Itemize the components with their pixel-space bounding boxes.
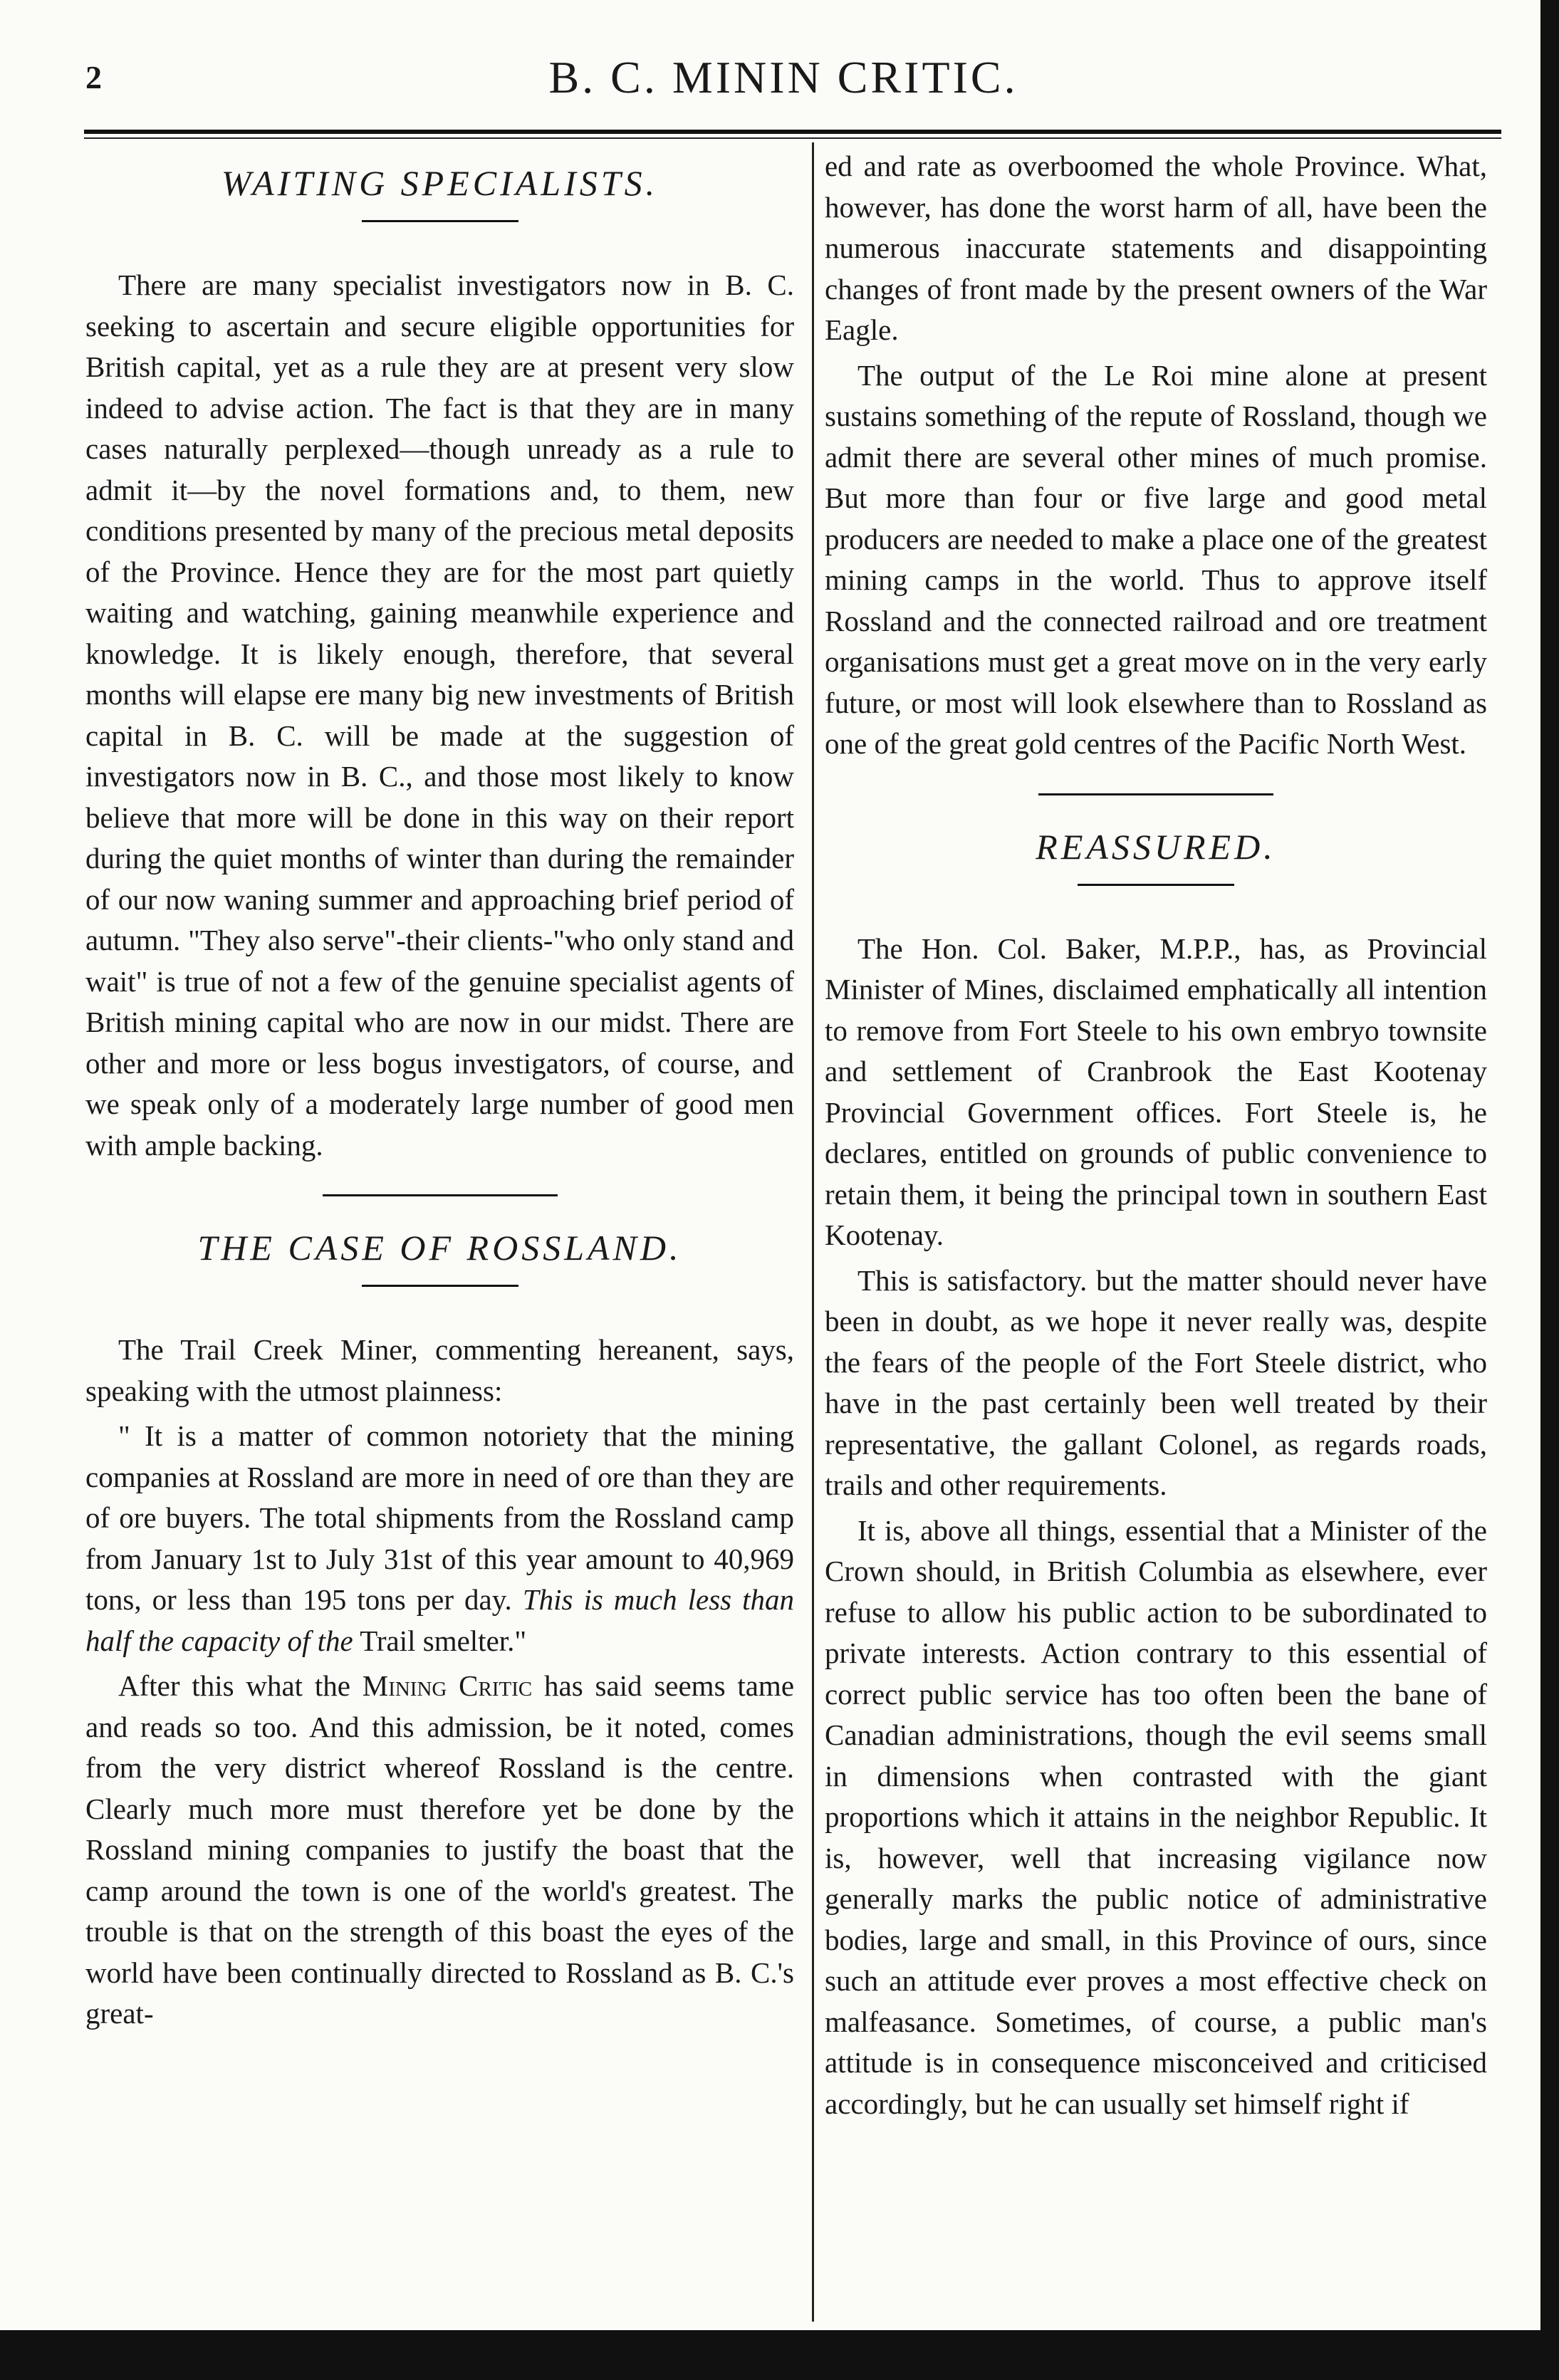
article-paragraph: The Hon. Col. Baker, M.P.P., has, as Provincial Minister of Mines, disclaimed emphatically all intention to remove from Fort Steele to his own embryo townsite and settlement of Cranbrook the East Kootenay Provincial Government offices. Fort Steele is, he declares, entitled on grounds of public convenience to retain them, it being the principal town in southern East Kootenay. (825, 931, 1487, 1251)
article-paragraph: The output of the Le Roi mine alone at present sustains something of the repute of Rossland, though we admit there are several other mines of much promise. But more than four or five large and good metal producers are needed to make a place one of the greatest mining camps in the world. Thus to approve itself Rossland and the connected railroad and ore treatment organisations must get a great move on in the very early future, or most will look elsewhere than to Rossland as one of the great gold centres of the Pacific North West. (825, 358, 1487, 760)
left-column (85, 146, 794, 2039)
scan-edge-bottom (0, 2330, 1559, 2380)
article-quote (85, 1416, 794, 1661)
page-number: 2 (85, 59, 102, 95)
title-rule (362, 220, 518, 222)
paragraph-text: has said seems tame and reads so too. And this admission, be it noted, comes from the very district whereof Rossland is the centre. Clearly much more must therefore yet be done by the Rossland mining companies to justify the boast that the camp around the town is one of the world's greatest. The trouble is that on the strength of this boast the eyes of the world have been continually directed to Rossland as B. C.'s great- (85, 1669, 795, 2030)
section-separator (1038, 793, 1273, 795)
quote-end-text: Trail smelter." (360, 1624, 527, 1657)
article-paragraph-continued: ed and rate as overboomed the whole Province. What, however, has done the worst harm of all, have been the numerous inaccurate statements and disappointing changes of front made by the present owners of the War Eagle. (825, 150, 1487, 346)
section-title-waiting-specialists: WAITING SPECIALISTS. (221, 163, 659, 203)
scan-edge-right (1540, 0, 1559, 2380)
article-paragraph: It is, above all things, essential that a Minister of the Crown should, in British Columbia as elsewhere, ever refuse to allow his public action to be subordinated to private interests. Action contrary to this essential of correct public service has too often been the bane of Canadian administrations, though the evil seems small in dimensions when contrasted with the giant proportions which it attains in the neighbor Republic. It is, however, well that increasing vigilance now generally marks the public notice of administrative bodies, large and small, in this Province of ours, since such an attitude ever proves a most effective check on malfeasance. Sometimes, of course, a public man's attitude is in consequence misconceived and criticised accordingly, but he can usually set himself right if (825, 1513, 1487, 2120)
masthead-title: B. C. MININ CRITIC. (548, 52, 1018, 103)
article-paragraph: There are many specialist investigators now in B. C. seeking to ascertain and secure eligible opportunities for British capital, yet as a rule they are at present very slow indeed to advise action. The fact is that they are in many cases naturally perplexed—though unready as a rule to admit it—by the novel formations and, to them, new conditions presented by many of the precious metal deposits of the Province. Hence they are for the most part quietly waiting and watching, gaining meanwhile experience and knowledge. It is likely enough, therefore, that several months will elapse ere many big new investments of British capital in B. C. will be made at the suggestion of investigators now in B. C., and those most likely to know believe that more will be done in this way on their report during the quiet months of winter than during the remainder of our now waning summer and approaching brief period of autumn. "They also serve"-their clients-"who only stand and wait" is true of not a few of the genuine specialist agents of British mining capital who are now in our midst. There are other and more or less bogus investigators, of course, and we speak only of a moderately large number of good men with ample backing. (85, 268, 794, 1162)
quote-italic-text: This is much less than half the capacity of the (85, 1583, 794, 1657)
article-paragraph (85, 1666, 794, 2035)
section-title-reassured: REASSURED. (1036, 826, 1276, 867)
section-title-case-of-rossland: THE CASE OF ROSSLAND. (197, 1228, 682, 1268)
column-divider (812, 142, 814, 2322)
page-header (64, 46, 1503, 110)
publication-name: Mining Critic (362, 1669, 533, 1702)
header-rule-thin (84, 137, 1501, 139)
header-rule-thick (84, 130, 1501, 134)
article-paragraph: The Trail Creek Miner, commenting hereanent, says, speaking with the utmost plainness: (85, 1333, 794, 1407)
article-paragraph: This is satisfactory. but the matter should never have been in doubt, as we hope it never really was, despite the fears of the people of the Fort Steele district, who have in the past certainly been well treated by their representative, the gallant Colonel, as regards roads, trails and other requirements. (825, 1263, 1487, 1501)
title-rule (1078, 884, 1234, 886)
right-column (825, 146, 1487, 2129)
paragraph-text: After this what the (118, 1669, 350, 1702)
title-rule (362, 1285, 518, 1287)
quote-text: " It is a matter of common notoriety that the mining companies at Rossland are more in need of ore than they are of ore buyers. The total shipments from the Rossland camp from January 1st to July 31st of this year amount to 40,969 tons, or less than 195 tons per day. (85, 1419, 794, 1616)
section-separator (323, 1194, 558, 1196)
